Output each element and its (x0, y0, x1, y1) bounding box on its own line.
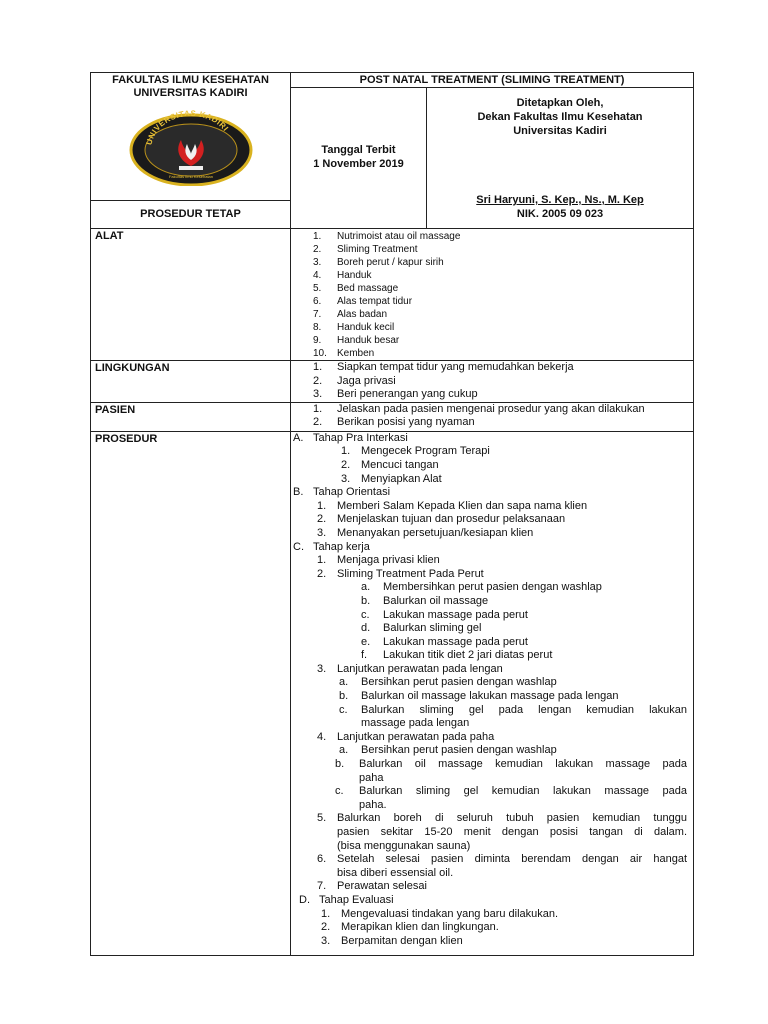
item-text: Handuk besar (337, 335, 400, 346)
alat-item (291, 321, 693, 334)
pasien-label: PASIEN (95, 403, 136, 416)
item-number: 7. (317, 880, 327, 893)
sop-document (90, 72, 693, 956)
prosedur-line (291, 704, 693, 718)
signer-nik: NIK. 2005 09 023 (516, 208, 604, 220)
item-number: a. (361, 581, 371, 594)
prosedur-line (291, 622, 693, 636)
item-text: bisa diberi essensial oil. (337, 866, 454, 879)
prosedur-line (291, 894, 693, 908)
item-text: Bersihkan perut pasien dengan washlap (361, 744, 557, 757)
item-number: 3. (313, 388, 323, 401)
prosedur-line (291, 595, 693, 609)
item-text: paha. (359, 798, 387, 811)
item-text: Boreh perut / kapur sirih (337, 257, 444, 268)
item-number: 3. (341, 472, 351, 485)
alat-item (291, 230, 693, 243)
prosedur-line (291, 663, 693, 677)
prosedur-line (291, 486, 693, 500)
lingkungan-item (291, 388, 693, 402)
item-number: 1. (341, 445, 351, 458)
item-number: 2. (341, 458, 351, 471)
item-number: a. (339, 744, 349, 757)
item-number: 2. (317, 513, 327, 526)
issue-cell (291, 88, 427, 229)
prosedur-line (291, 826, 693, 840)
university-name: UNIVERSITAS KADIRI (133, 87, 248, 99)
item-number: c. (361, 608, 370, 621)
prosedur-line (291, 500, 693, 514)
lingkungan-item (291, 375, 693, 389)
item-text: Setelah selesai pasien diminta berendam dengan air hangat (337, 853, 688, 866)
faculty-name: FAKULTAS ILMU KESEHATAN (112, 74, 269, 86)
item-text: Perawatan selesai (337, 880, 427, 893)
prosedur-line (291, 731, 693, 745)
prosedur-line (291, 812, 693, 826)
prosedur-line (291, 785, 693, 799)
item-text: (bisa menggunakan sauna) (337, 839, 471, 852)
item-number: 8. (313, 322, 322, 333)
item-text: Menanyakan persetujuan/kesiapan klien (337, 526, 534, 539)
item-text: Bersihkan perut pasien dengan washlap (361, 676, 557, 689)
title-cell (291, 73, 694, 88)
item-text: Tahap Evaluasi (319, 893, 394, 906)
item-text: Lanjutkan perawatan pada paha (337, 730, 495, 743)
alat-item (291, 269, 693, 282)
item-text: Balurkan sliming gel kemudian lakukan massage pada (359, 785, 688, 798)
item-number: b. (335, 758, 345, 771)
alat-item (291, 295, 693, 308)
prosedur-line (291, 758, 693, 772)
item-number: 3. (317, 526, 327, 539)
institution-cell (91, 73, 291, 201)
prosedur-line (291, 840, 693, 854)
item-text: Beri penerangan yang cukup (337, 388, 478, 401)
item-text: Mengevaluasi tindakan yang baru dilakukan. (341, 907, 559, 920)
item-text: Mengecek Program Terapi (361, 445, 490, 458)
item-number: b. (361, 594, 371, 607)
item-number: 5. (313, 283, 322, 294)
item-text: massage pada lengan (361, 717, 470, 730)
item-text: Mencuci tangan (361, 458, 439, 471)
item-text: Jaga privasi (337, 374, 396, 387)
item-number: 5. (317, 812, 327, 825)
prosedur-line (291, 880, 693, 894)
alat-label: ALAT (95, 230, 124, 242)
item-text: Balurkan sliming gel pada lengan kemudian lakukan (361, 703, 688, 716)
alat-item (291, 308, 693, 321)
prosedur-line (291, 445, 693, 459)
prosedur-line (291, 744, 693, 758)
prosedur-label-cell (91, 431, 291, 955)
item-number: A. (293, 431, 304, 444)
item-number: d. (361, 622, 371, 635)
logo-arc-text: UNIVERSITAS KADIRI (143, 110, 230, 146)
lingkungan-label-cell (91, 361, 291, 403)
item-number: 10. (313, 348, 327, 359)
item-number: 3. (313, 257, 322, 268)
alat-label-cell (91, 229, 291, 361)
item-number: 6. (313, 296, 322, 307)
item-text: Siapkan tempat tidur yang memudahkan bekerja (337, 361, 574, 373)
lingkungan-list (291, 361, 694, 403)
item-number: c. (335, 785, 344, 798)
item-text: Balurkan boreh di seluruh tubuh pasien kemudian tunggu (337, 812, 688, 825)
prosedur-line (291, 717, 693, 731)
item-number: e. (361, 635, 371, 648)
item-number: 2. (313, 416, 323, 429)
item-text: Tahap kerja (313, 540, 370, 553)
item-text: Nutrimoist atau oil massage (337, 231, 461, 242)
alat-item (291, 256, 693, 269)
set-by-label: Ditetapkan Oleh, (516, 97, 604, 109)
item-text: Bed massage (337, 283, 399, 294)
dean-title: Dekan Fakultas Ilmu Kesehatan (477, 111, 643, 123)
prosedur-label: PROSEDUR (95, 432, 158, 445)
item-text: Handuk kecil (337, 322, 395, 333)
issue-date: 1 November 2019 (313, 158, 404, 170)
prosedur-line (291, 921, 693, 935)
prosedur-line (291, 527, 693, 541)
item-text: Handuk (337, 270, 372, 281)
item-number: 4. (317, 730, 327, 743)
prosedur-line (291, 867, 693, 881)
item-number: 1. (317, 499, 327, 512)
item-number: 2. (317, 567, 327, 580)
item-text: Balurkan oil massage kemudian lakukan massage pada (359, 758, 688, 771)
procedure-type-cell (91, 201, 291, 229)
issue-label: Tanggal Terbit (321, 144, 396, 156)
item-number: f. (361, 649, 368, 662)
lingkungan-label: LINGKUNGAN (95, 362, 170, 374)
prosedur-line (291, 581, 693, 595)
item-number: a. (339, 676, 349, 689)
item-text: Lanjutkan perawatan pada lengan (337, 662, 503, 675)
item-text: Alas tempat tidur (337, 296, 413, 307)
prosedur-line (291, 473, 693, 487)
item-number: D. (299, 893, 310, 906)
prosedur-line (291, 568, 693, 582)
item-text: paha (359, 771, 384, 784)
prosedur-line (291, 853, 693, 867)
logo-caption: Fakultas Ilmu Kesehatan (168, 174, 213, 179)
alat-item (291, 334, 693, 347)
prosedur-line (291, 772, 693, 786)
item-number: 6. (317, 853, 327, 866)
item-text: Membersihkan perut pasien dengan washlap (383, 581, 602, 594)
item-text: Lakukan massage pada perut (383, 608, 528, 621)
signer-name: Sri Haryuni, S. Kep., Ns., M. Kep (476, 194, 644, 206)
item-text: Menyiapkan Alat (361, 472, 442, 485)
prosedur-line (291, 609, 693, 623)
prosedur-line (291, 908, 693, 922)
pasien-item (291, 403, 693, 417)
item-number: 4. (313, 270, 322, 281)
prosedur-line (291, 541, 693, 555)
item-number: 7. (313, 309, 322, 320)
document-title: POST NATAL TREATMENT (SLIMING TREATMENT) (359, 74, 625, 86)
item-number: b. (339, 690, 349, 703)
item-text: Sliming Treatment Pada Perut (337, 567, 484, 580)
prosedur-line (291, 676, 693, 690)
item-text: Balurkan oil massage lakukan massage pada lengan (361, 690, 619, 703)
item-number: 3. (317, 662, 327, 675)
item-number: 1. (317, 554, 327, 567)
sop-table (90, 72, 694, 956)
item-number: B. (293, 486, 304, 499)
item-text: Berikan posisi yang nyaman (337, 416, 475, 429)
university-logo (129, 110, 253, 186)
prosedur-line (291, 554, 693, 568)
item-number: 1. (313, 361, 323, 373)
item-text: Memberi Salam Kepada Klien dan sapa nama klien (337, 499, 588, 512)
dean-university: Universitas Kadiri (513, 125, 607, 137)
authorization-cell (427, 88, 694, 229)
item-text: Balurkan oil massage (383, 594, 489, 607)
item-number: 1. (321, 907, 331, 920)
pasien-label-cell (91, 402, 291, 431)
item-text: Menjelaskan tujuan dan prosedur pelaksanaan (337, 513, 566, 526)
prosedur-line (291, 432, 693, 446)
procedure-type: PROSEDUR TETAP (140, 208, 241, 220)
item-number: 3. (321, 934, 331, 947)
item-number: 2. (321, 921, 331, 934)
prosedur-line (291, 690, 693, 704)
alat-item (291, 347, 693, 360)
prosedur-line (291, 513, 693, 527)
item-text: Lakukan titik diet 2 jari diatas perut (383, 649, 553, 662)
item-text: Kemben (337, 348, 375, 359)
item-text: pasien sekitar 15-20 menit dengan posisi tangan di dalam. (337, 826, 688, 838)
prosedur-line (291, 799, 693, 813)
item-text: Menjaga privasi klien (337, 554, 440, 567)
prosedur-line (291, 636, 693, 650)
item-number: 1. (313, 402, 323, 415)
item-number: 9. (313, 335, 322, 346)
alat-item (291, 282, 693, 295)
alat-list (291, 229, 694, 361)
item-number: 2. (313, 244, 322, 255)
prosedur-line (291, 935, 693, 949)
prosedur-line (291, 459, 693, 473)
item-text: Berpamitan dengan klien (341, 934, 463, 947)
prosedur-line (291, 649, 693, 663)
item-text: Balurkan sliming gel (383, 622, 482, 635)
lingkungan-item (291, 361, 693, 375)
item-text: Sliming Treatment (337, 244, 418, 255)
pasien-item (291, 416, 693, 430)
item-text: Lakukan massage pada perut (383, 635, 528, 648)
item-number: 2. (313, 374, 323, 387)
alat-item (291, 243, 693, 256)
item-text: Jelaskan pada pasien mengenai prosedur yang akan dilakukan (337, 402, 645, 415)
item-text: Tahap Pra Interkasi (313, 431, 408, 444)
prosedur-list (291, 431, 694, 955)
item-text: Merapikan klien dan lingkungan. (341, 921, 499, 934)
item-text: Tahap Orientasi (313, 486, 391, 499)
item-number: C. (293, 540, 304, 553)
pasien-list (291, 402, 694, 431)
item-number: c. (339, 703, 348, 716)
item-number: 1. (313, 231, 322, 242)
item-text: Alas badan (337, 309, 388, 320)
